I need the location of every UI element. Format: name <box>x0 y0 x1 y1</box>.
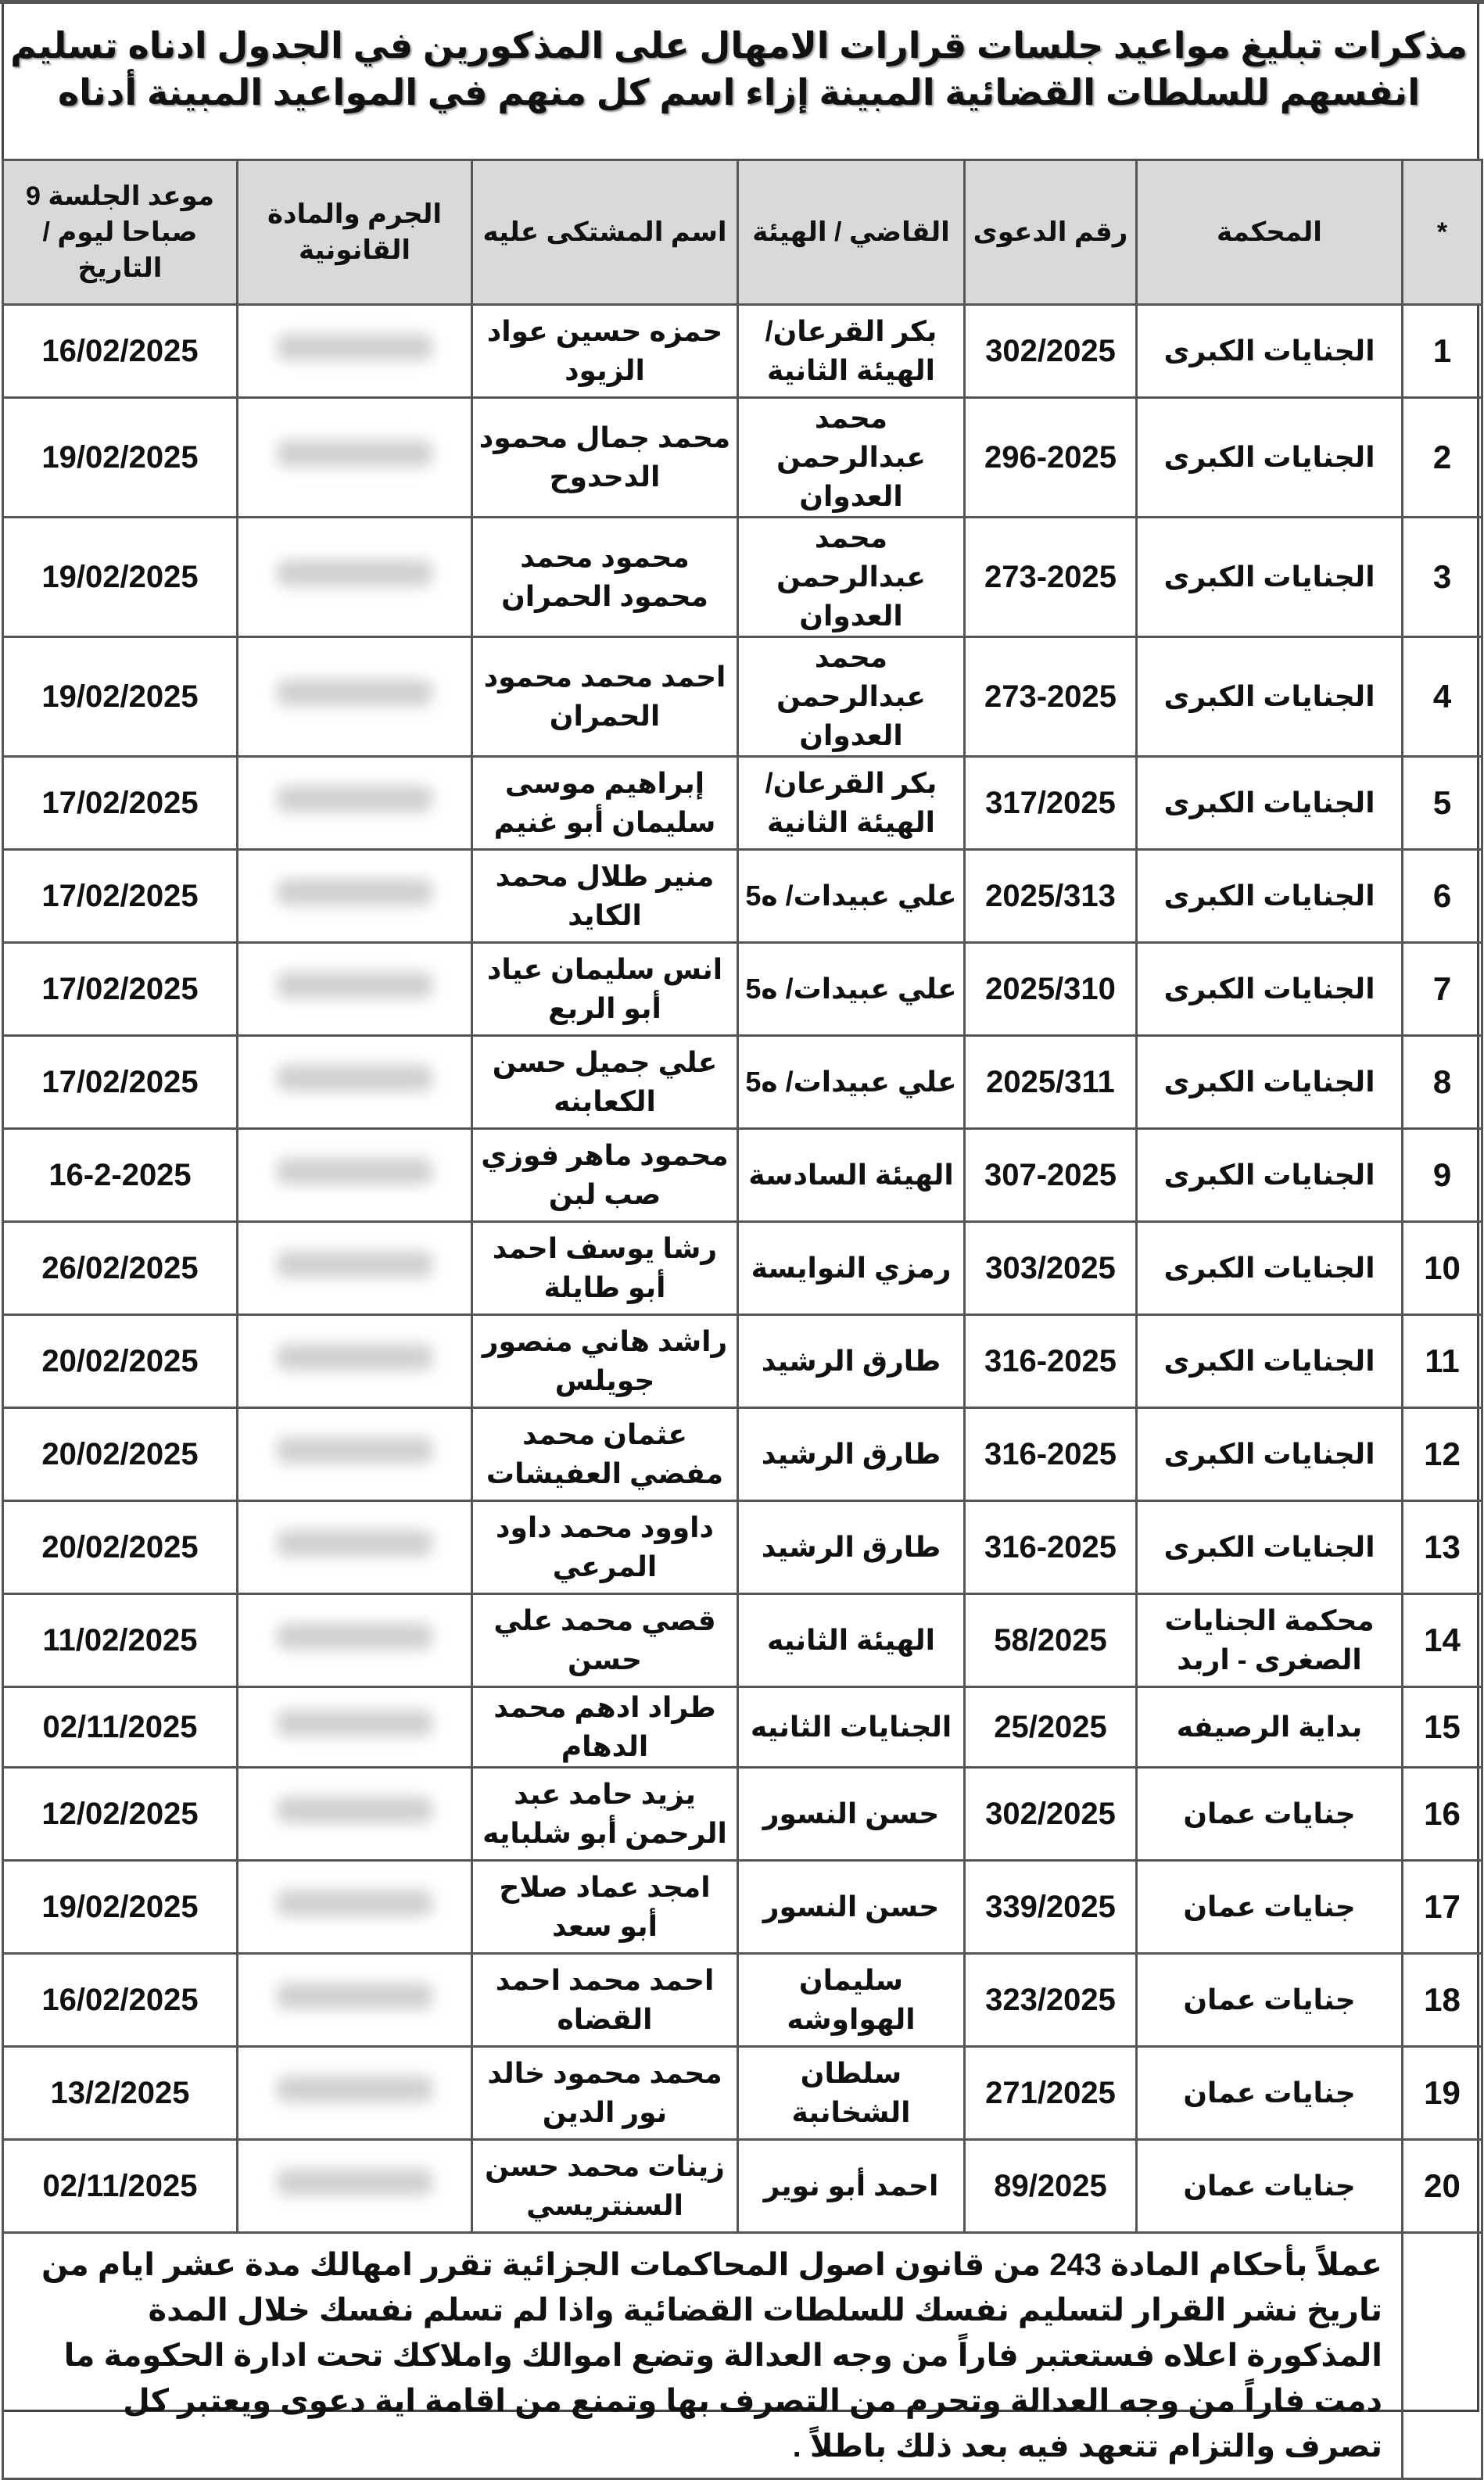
cell-date: 11/02/2025 <box>3 1594 238 1687</box>
cell-crime <box>238 850 472 943</box>
cell-date: 12/02/2025 <box>3 1768 238 1861</box>
cell-name: زينات محمد حسن السنتريسي <box>472 2140 738 2233</box>
cell-court: الجنايات الكبرى <box>1137 518 1403 637</box>
cell-judge: بكر القرعان/الهيئة الثانية <box>738 305 965 398</box>
cell-crime <box>238 2047 472 2140</box>
table-row <box>3 1687 1482 1768</box>
redacted-blur <box>277 2169 433 2195</box>
cell-judge: رمزي النوايسة <box>738 1222 965 1315</box>
redacted-blur <box>277 1437 433 1464</box>
cell-court: الجنايات الكبرى <box>1137 1501 1403 1594</box>
cell-court: جنايات عمان <box>1137 2047 1403 2140</box>
cell-num: 18 <box>1403 1954 1482 2047</box>
cell-court: الجنايات الكبرى <box>1137 1129 1403 1222</box>
cell-case: 273-2025 <box>965 637 1137 757</box>
cell-name: منير طلال محمد الكايد <box>472 850 738 943</box>
table-row <box>3 305 1482 398</box>
cell-date: 20/02/2025 <box>3 1501 238 1594</box>
header-judge: القاضي / الهيئة <box>738 160 965 305</box>
table-row <box>3 1768 1482 1861</box>
table-row <box>3 1501 1482 1594</box>
cell-date: 16/02/2025 <box>3 1954 238 2047</box>
cell-court: الجنايات الكبرى <box>1137 1408 1403 1501</box>
cell-name: محمد محمود خالد نور الدين <box>472 2047 738 2140</box>
table-row <box>3 1954 1482 2047</box>
table-row <box>3 757 1482 850</box>
redacted-blur <box>277 560 433 586</box>
cell-crime <box>238 757 472 850</box>
cell-name: احمد محمد احمد القضاه <box>472 1954 738 2047</box>
cell-num: 13 <box>1403 1501 1482 1594</box>
cell-judge: محمد عبدالرحمن العدوان <box>738 398 965 518</box>
redacted-blur <box>277 1710 433 1736</box>
cell-num: 10 <box>1403 1222 1482 1315</box>
table-header-row <box>3 160 1482 305</box>
redacted-blur <box>277 972 433 998</box>
cell-crime <box>238 2140 472 2233</box>
redacted-blur <box>277 1623 433 1650</box>
table-row <box>3 398 1482 518</box>
cell-case: 89/2025 <box>965 2140 1137 2233</box>
cell-date: 16/02/2025 <box>3 305 238 398</box>
cell-crime <box>238 1594 472 1687</box>
cell-num: 5 <box>1403 757 1482 850</box>
cell-crime <box>238 1036 472 1129</box>
cell-date: 20/02/2025 <box>3 1408 238 1501</box>
redacted-blur <box>277 786 433 812</box>
cell-case: 2025/310 <box>965 943 1137 1036</box>
table-row <box>3 1315 1482 1408</box>
cell-date: 19/02/2025 <box>3 1861 238 1954</box>
cell-case: 296-2025 <box>965 398 1137 518</box>
cell-judge: بكر القرعان/الهيئة الثانية <box>738 757 965 850</box>
cell-num: 4 <box>1403 637 1482 757</box>
cell-case: 316-2025 <box>965 1315 1137 1408</box>
footer-spacer <box>1403 2233 1482 2479</box>
table-row <box>3 943 1482 1036</box>
redacted-blur <box>277 1344 433 1371</box>
table-row <box>3 850 1482 943</box>
table-row <box>3 2047 1482 2140</box>
cell-num: 8 <box>1403 1036 1482 1129</box>
redacted-blur <box>277 334 433 360</box>
cell-name: رشا يوسف احمد أبو طايلة <box>472 1222 738 1315</box>
cell-name: انس سليمان عياد أبو الربع <box>472 943 738 1036</box>
cell-num: 1 <box>1403 305 1482 398</box>
cell-court: بداية الرصيفه <box>1137 1687 1403 1768</box>
cell-court: الجنايات الكبرى <box>1137 1315 1403 1408</box>
legal-notice: عملاً بأحكام المادة 243 من قانون اصول المحاكمات الجزائية تقرر امهالك مدة عشر ايام من تاريخ نشر القرار لتسليم نفسك للسلطات القضائية واذا لم تسلم نفسك خلال المدة المذكورة اعلاه فستعتبر فاراً من وجه العدالة وتضع اموالك واملاكك تحت ادارة الحكومة ما دمت فاراً من وجه العدالة وتحرم من التصرف بها وتمنع من اقامة اية دعوى ويعتبر كل تصرف والتزام تتعهد فيه بعد ذلك باطلاً . <box>3 2233 1403 2479</box>
cell-crime <box>238 305 472 398</box>
cell-name: احمد محمد محمود الحمران <box>472 637 738 757</box>
redacted-blur <box>277 1158 433 1184</box>
cell-num: 15 <box>1403 1687 1482 1768</box>
cell-num: 7 <box>1403 943 1482 1036</box>
cell-name: عثمان محمد مفضي العفيشات <box>472 1408 738 1501</box>
cell-case: 58/2025 <box>965 1594 1137 1687</box>
cell-case: 302/2025 <box>965 1768 1137 1861</box>
cell-date: 17/02/2025 <box>3 757 238 850</box>
redacted-blur <box>277 1251 433 1278</box>
table-row <box>3 518 1482 637</box>
cell-court: الجنايات الكبرى <box>1137 398 1403 518</box>
cell-judge: علي عبيدات/ ه5 <box>738 1036 965 1129</box>
cell-name: قصي محمد علي حسن <box>472 1594 738 1687</box>
cell-judge: سليمان الهواوشه <box>738 1954 965 2047</box>
cell-name: امجد عماد صلاح أبو سعد <box>472 1861 738 1954</box>
cell-name: راشد هاني منصور جويلس <box>472 1315 738 1408</box>
cell-case: 303/2025 <box>965 1222 1137 1315</box>
cell-crime <box>238 1129 472 1222</box>
table-row <box>3 1861 1482 1954</box>
cell-judge: حسن النسور <box>738 1861 965 1954</box>
cell-case: 2025/313 <box>965 850 1137 943</box>
cell-case: 302/2025 <box>965 305 1137 398</box>
cell-crime <box>238 1768 472 1861</box>
redacted-blur <box>277 1797 433 1823</box>
cell-date: 20/02/2025 <box>3 1315 238 1408</box>
cell-num: 12 <box>1403 1408 1482 1501</box>
cell-crime <box>238 637 472 757</box>
cell-date: 17/02/2025 <box>3 943 238 1036</box>
cell-num: 3 <box>1403 518 1482 637</box>
cell-name: علي جميل حسن الكعابنه <box>472 1036 738 1129</box>
cell-court: الجنايات الكبرى <box>1137 850 1403 943</box>
cell-court: جنايات عمان <box>1137 1861 1403 1954</box>
cell-case: 316-2025 <box>965 1501 1137 1594</box>
cell-court: جنايات عمان <box>1137 1954 1403 2047</box>
cell-num: 9 <box>1403 1129 1482 1222</box>
cell-court: جنايات عمان <box>1137 2140 1403 2233</box>
table-row <box>3 1036 1482 1129</box>
cell-date: 02/11/2025 <box>3 1687 238 1768</box>
cell-judge: علي عبيدات/ ه5 <box>738 850 965 943</box>
cell-date: 16-2-2025 <box>3 1129 238 1222</box>
table-row <box>3 1408 1482 1501</box>
cell-crime <box>238 1861 472 1954</box>
cell-judge: الجنايات الثانيه <box>738 1687 965 1768</box>
cell-crime <box>238 1315 472 1408</box>
cell-judge: طارق الرشيد <box>738 1315 965 1408</box>
cell-date: 26/02/2025 <box>3 1222 238 1315</box>
cell-num: 6 <box>1403 850 1482 943</box>
cell-crime <box>238 1222 472 1315</box>
cell-case: 25/2025 <box>965 1687 1137 1768</box>
cell-name: داوود محمد داود المرعي <box>472 1501 738 1594</box>
cell-case: 307-2025 <box>965 1129 1137 1222</box>
cell-num: 2 <box>1403 398 1482 518</box>
table-row <box>3 1222 1482 1315</box>
redacted-blur <box>277 1065 433 1091</box>
cell-case: 323/2025 <box>965 1954 1137 2047</box>
header-crime: الجرم والمادة القانونية <box>238 160 472 305</box>
redacted-blur <box>277 1983 433 2009</box>
cell-num: 19 <box>1403 2047 1482 2140</box>
cell-judge: حسن النسور <box>738 1768 965 1861</box>
cell-judge: محمد عبدالرحمن العدوان <box>738 637 965 757</box>
cell-crime <box>238 398 472 518</box>
cell-crime <box>238 1501 472 1594</box>
cell-case: 273-2025 <box>965 518 1137 637</box>
cell-judge: الهيئة الثانيه <box>738 1594 965 1687</box>
header-num: * <box>1403 160 1482 305</box>
cell-num: 20 <box>1403 2140 1482 2233</box>
cell-court: جنايات عمان <box>1137 1768 1403 1861</box>
cell-crime <box>238 1687 472 1768</box>
cell-crime <box>238 1954 472 2047</box>
table-row <box>3 2140 1482 2233</box>
cell-judge: طارق الرشيد <box>738 1408 965 1501</box>
header-name: اسم المشتكى عليه <box>472 160 738 305</box>
cell-name: طراد ادهم محمد الدهام <box>472 1687 738 1768</box>
cell-name: محمد جمال محمود الدحدوح <box>472 398 738 518</box>
cell-case: 271/2025 <box>965 2047 1137 2140</box>
cell-name: حمزه حسين عواد الزيود <box>472 305 738 398</box>
cell-name: يزيد حامد عبد الرحمن أبو شلبايه <box>472 1768 738 1861</box>
cell-judge: طارق الرشيد <box>738 1501 965 1594</box>
cell-num: 11 <box>1403 1315 1482 1408</box>
cell-date: 17/02/2025 <box>3 1036 238 1129</box>
header-court: المحكمة <box>1137 160 1403 305</box>
cell-date: 13/2/2025 <box>3 2047 238 2140</box>
cell-judge: احمد أبو نوير <box>738 2140 965 2233</box>
cell-court: الجنايات الكبرى <box>1137 305 1403 398</box>
table-row <box>3 1594 1482 1687</box>
cell-num: 17 <box>1403 1861 1482 1954</box>
header-date: موعد الجلسة 9 صباحا ليوم / التاريخ <box>3 160 238 305</box>
cell-judge: سلطان الشخانبة <box>738 2047 965 2140</box>
table-row <box>3 1129 1482 1222</box>
cell-crime <box>238 518 472 637</box>
cell-crime <box>238 1408 472 1501</box>
cell-name: محمود محمد محمود الحمران <box>472 518 738 637</box>
redacted-blur <box>277 2076 433 2102</box>
redacted-blur <box>277 1530 433 1557</box>
cell-case: 2025/311 <box>965 1036 1137 1129</box>
cell-crime <box>238 943 472 1036</box>
cell-case: 339/2025 <box>965 1861 1137 1954</box>
cell-court: محكمة الجنايات الصغرى - اربد <box>1137 1594 1403 1687</box>
cell-court: الجنايات الكبرى <box>1137 757 1403 850</box>
summons-table <box>2 159 1483 2480</box>
redacted-blur <box>277 679 433 706</box>
redacted-blur <box>277 1890 433 1916</box>
cell-court: الجنايات الكبرى <box>1137 1222 1403 1315</box>
cell-case: 316-2025 <box>965 1408 1137 1501</box>
cell-case: 317/2025 <box>965 757 1137 850</box>
cell-date: 19/02/2025 <box>3 518 238 637</box>
table-row <box>3 637 1482 757</box>
page-title: مذكرات تبليغ مواعيد جلسات قرارات الامهال على المذكورين في الجدول ادناه تسليم انفسهم للسلطات القضائية المبينة إزاء اسم كل منهم في المواعيد المبينة أدناه <box>10 25 1468 113</box>
cell-date: 19/02/2025 <box>3 398 238 518</box>
cell-date: 17/02/2025 <box>3 850 238 943</box>
cell-judge: محمد عبدالرحمن العدوان <box>738 518 965 637</box>
cell-court: الجنايات الكبرى <box>1137 943 1403 1036</box>
cell-name: محمود ماهر فوزي صب لبن <box>472 1129 738 1222</box>
cell-num: 16 <box>1403 1768 1482 1861</box>
redacted-blur <box>277 879 433 905</box>
cell-court: الجنايات الكبرى <box>1137 637 1403 757</box>
redacted-blur <box>277 440 433 467</box>
cell-court: الجنايات الكبرى <box>1137 1036 1403 1129</box>
cell-num: 14 <box>1403 1594 1482 1687</box>
cell-name: إبراهيم موسى سليمان أبو غنيم <box>472 757 738 850</box>
cell-judge: الهيئة السادسة <box>738 1129 965 1222</box>
cell-date: 02/11/2025 <box>3 2140 238 2233</box>
cell-date: 19/02/2025 <box>3 637 238 757</box>
footer-row <box>3 2233 1482 2479</box>
header-case: رقم الدعوى <box>965 160 1137 305</box>
cell-judge: علي عبيدات/ ه5 <box>738 943 965 1036</box>
